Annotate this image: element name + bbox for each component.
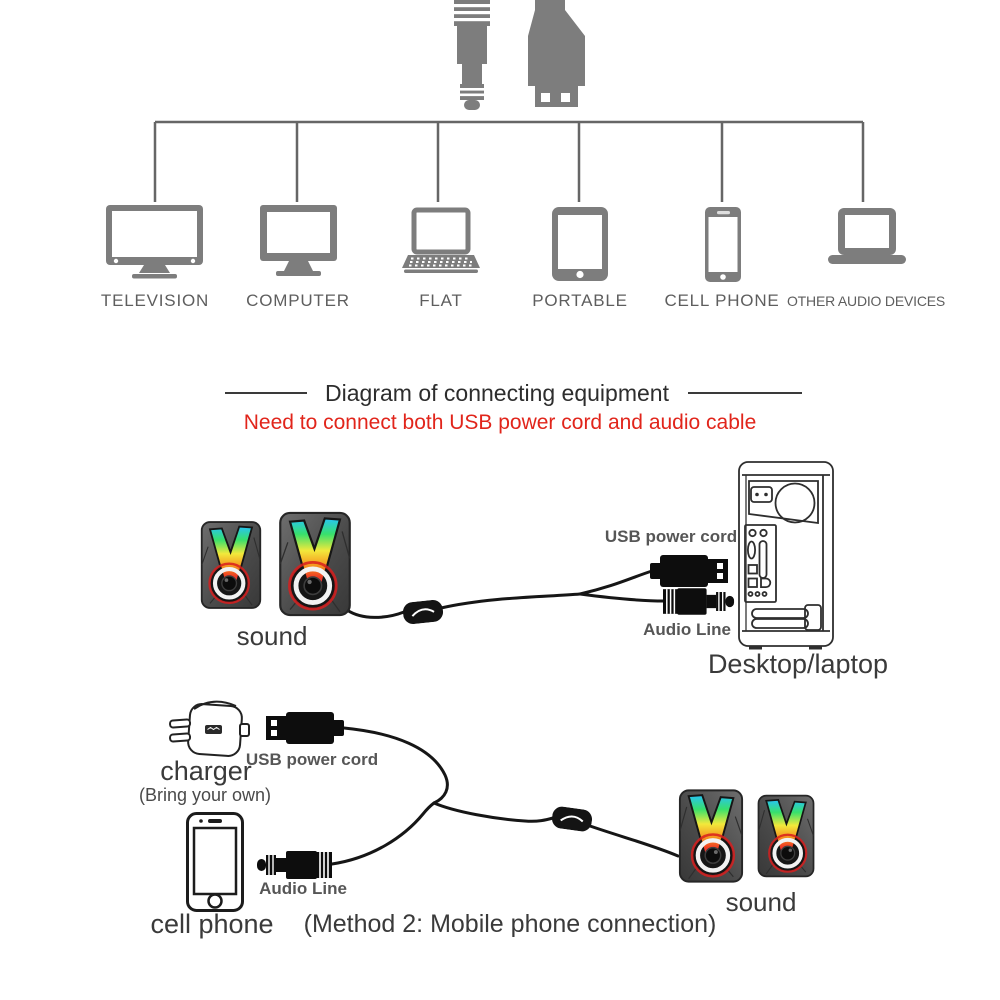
- audio-jack-plug-icon: [257, 851, 332, 879]
- tablet-icon: [552, 207, 608, 281]
- method1-cables: [347, 571, 664, 617]
- section-subtitle: Need to connect both USB power cord and audio cable: [243, 411, 757, 434]
- method1-speaker-label: sound: [236, 621, 308, 651]
- title-dash-left: [225, 392, 307, 394]
- method2-phone-label: cell phone: [150, 909, 274, 939]
- volume-switch-icon: [551, 805, 594, 832]
- laptop-solid-icon: [828, 208, 906, 264]
- cell-phone-outline-icon: [188, 814, 243, 911]
- method2-speaker-label: sound: [725, 887, 797, 917]
- device-label-flat: FLAT: [419, 291, 463, 310]
- method2-charger-label: charger: [160, 756, 252, 786]
- method2-usb-power-cord-label: USB power cord: [245, 750, 379, 769]
- pc-tower-rear-icon: [739, 462, 833, 650]
- rgb-speakers-icon: [202, 513, 350, 615]
- method1-usb-power-cord-label: USB power cord: [604, 527, 738, 546]
- method1-audio-line-label: Audio Line: [643, 620, 731, 639]
- volume-switch-icon: [402, 599, 444, 625]
- device-label-portable: PORTABLE: [532, 291, 628, 310]
- method2-caption: (Method 2: Mobile phone connection): [303, 910, 717, 938]
- audio-jack-plug-icon: [454, 0, 490, 110]
- desktop-monitor-icon: [260, 205, 337, 276]
- title-dash-right: [688, 392, 802, 394]
- section-title: Diagram of connecting equipment: [325, 380, 669, 406]
- usb-plug-icon: [266, 712, 344, 744]
- audio-jack-plug-icon: [663, 588, 734, 615]
- usb-plug-icon: [528, 0, 585, 107]
- rgb-speakers-icon: [680, 790, 814, 881]
- television-icon: [106, 205, 203, 279]
- device-label-computer: COMPUTER: [246, 291, 350, 310]
- smartphone-icon: [705, 207, 741, 282]
- wall-charger-icon: [170, 702, 249, 757]
- connector-tree-lines: [155, 122, 863, 202]
- method2-charger-note: (Bring your own): [138, 785, 272, 805]
- device-label-other-audio-devices: OTHER AUDIO DEVICES: [786, 293, 946, 309]
- method1-device-label: Desktop/laptop: [707, 649, 889, 679]
- method2-cables: [332, 728, 678, 864]
- device-label-television: TELEVISION: [100, 291, 210, 310]
- usb-plug-icon: [650, 555, 728, 587]
- laptop-keyboard-icon: [402, 210, 480, 273]
- device-label-cell-phone: CELL PHONE: [664, 291, 780, 310]
- method2-audio-line-label: Audio Line: [259, 879, 347, 898]
